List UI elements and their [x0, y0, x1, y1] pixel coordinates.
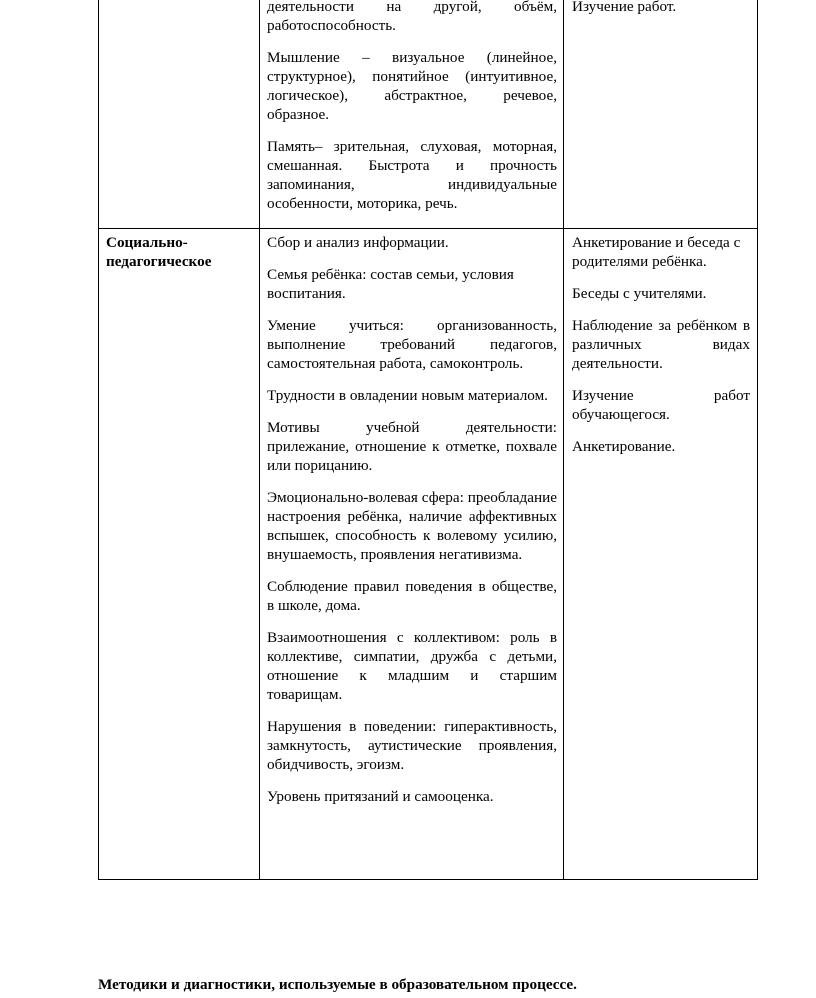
table-border-bottom — [98, 879, 758, 880]
row1-methods-cell — [572, 0, 750, 16]
section-heading: Методики и диагностики, используемые в образовательном процессе. — [98, 976, 577, 993]
row2-methods-cell — [572, 233, 750, 456]
row2-methods-paragraph: Анкетирование. — [572, 438, 676, 455]
row2-methods-paragraph: Наблюдение за ребёнком в различных видах деятельности. — [572, 317, 750, 372]
row2-criteria-paragraph: Мотивы учебной деятельности: прилежание, отношение к отметке, похвале или порицанию. — [267, 419, 557, 474]
row1-criteria-paragraph: деятельности на другой, объём, работоспособность. — [267, 0, 557, 34]
table-border-right — [757, 0, 758, 880]
table-divider-2 — [563, 0, 564, 880]
row2-aspect-label: Социально-педагогическое — [106, 234, 212, 270]
row1-criteria-paragraph: Память– зрительная, слуховая, моторная, смешанная. Быстрота и прочность запоминания, индивидуальные особенности, моторика, речь. — [267, 138, 557, 212]
row2-criteria-paragraph: Семья ребёнка: состав семьи, условия воспитания. — [267, 266, 514, 302]
row2-criteria-paragraph: Трудности в овладении новым материалом. — [267, 387, 548, 404]
row2-methods-paragraph: Беседы с учителями. — [572, 285, 707, 302]
row2-criteria-paragraph: Взаимоотношения с коллективом: роль в коллективе, симпатии, дружба с детьми, отношение к младшим и старшим товарищам. — [267, 629, 557, 703]
row2-criteria-paragraph: Умение учиться: организованность, выполнение требований педагогов, самостоятельная работа, самоконтроль. — [267, 317, 557, 372]
row2-methods-paragraph: Изучение работ обучающегося. — [572, 387, 750, 423]
row2-criteria-paragraph: Уровень притязаний и самооценка. — [267, 788, 494, 805]
row1-methods-paragraph: Изучение работ. — [572, 0, 677, 15]
row2-methods-paragraph: Анкетирование и беседа с родителями ребёнка. — [572, 234, 741, 270]
row2-criteria-paragraph: Соблюдение правил поведения в обществе, в школе, дома. — [267, 578, 557, 614]
row2-criteria-paragraph: Сбор и анализ информации. — [267, 234, 449, 251]
row2-criteria-cell — [267, 233, 557, 806]
row2-criteria-paragraph: Нарушения в поведении: гиперактивность, замкнутость, аутистические проявления, обидчивость, эгоизм. — [267, 718, 557, 773]
row2-criteria-paragraph: Эмоционально-волевая сфера: преобладание настроения ребёнка, наличие аффективных вспышек, способность к волевому усилию, внушаемость, проявления негативизма. — [267, 489, 557, 563]
row-separator — [98, 228, 758, 229]
table-border-left — [98, 0, 99, 880]
table-divider-1 — [259, 0, 260, 880]
row1-criteria-cell — [267, 0, 557, 213]
row2-aspect-cell — [106, 233, 254, 271]
row1-criteria-paragraph: Мышление – визуальное (линейное, структурное), понятийное (интуитивное, логическое), абстрактное, речевое, образное. — [267, 49, 557, 123]
